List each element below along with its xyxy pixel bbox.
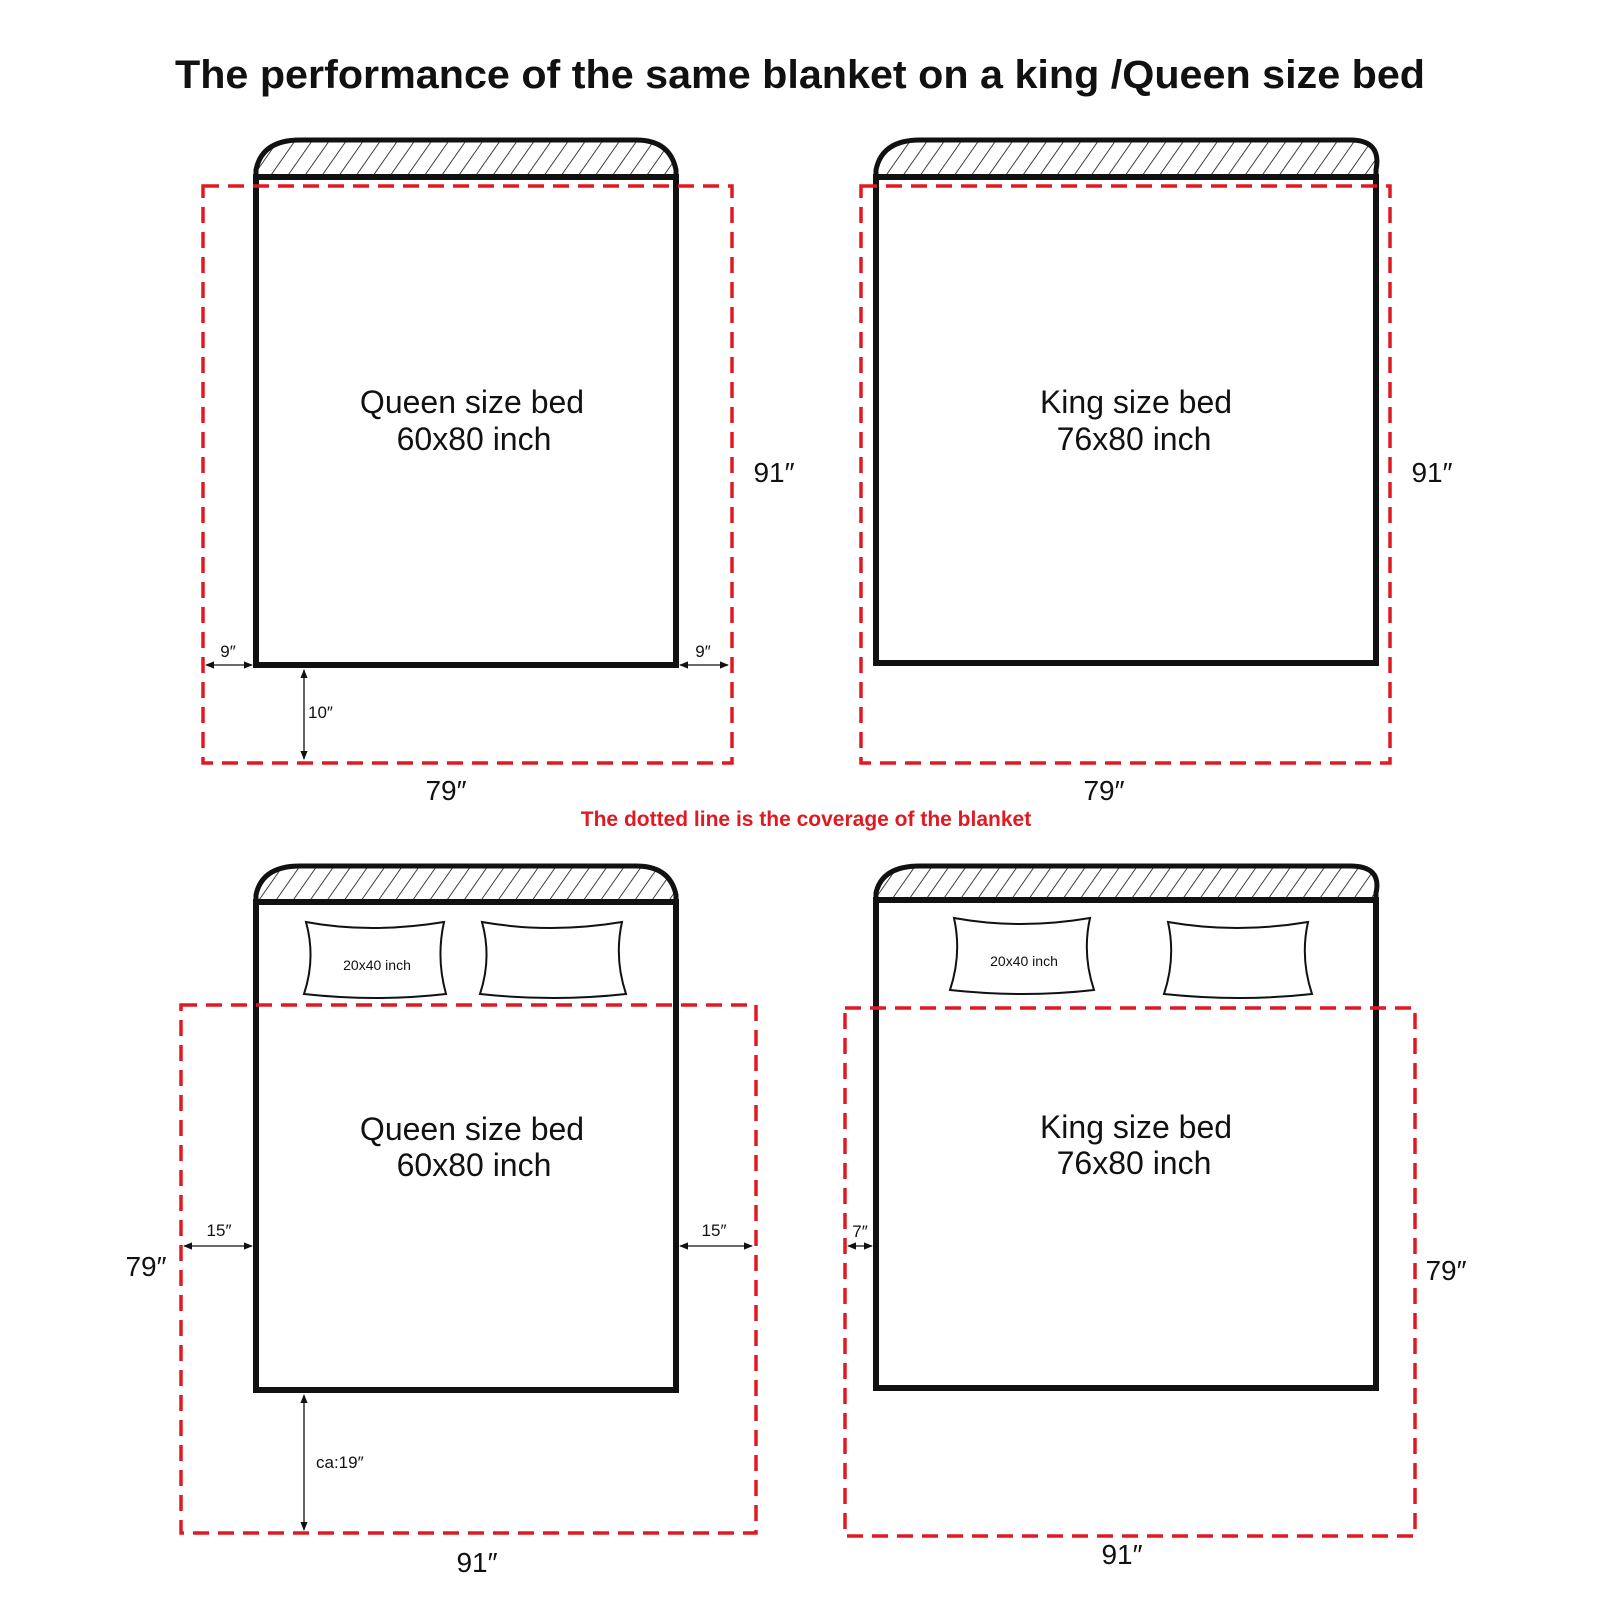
blanket-coverage-outline [861, 186, 1390, 763]
bed-name: Queen size bed [359, 1111, 585, 1147]
blanket-length-label: 79″ [1425, 1255, 1467, 1286]
blanket-width-label: 91″ [1101, 1539, 1143, 1570]
left-overhang-label: 15″ [206, 1221, 232, 1240]
pillow-size-label: 20x40 inch [990, 953, 1058, 969]
headboard [256, 140, 676, 177]
pillow-right [1164, 922, 1312, 998]
panel-king-top [861, 140, 1453, 806]
blanket-width-label: 91″ [456, 1547, 498, 1578]
blanket-coverage-outline [203, 186, 732, 763]
right-overhang-label: 9″ [695, 642, 711, 661]
page-title: The performance of the same blanket on a king /Queen size bed [175, 53, 1425, 97]
panel-king-bottom [845, 866, 1467, 1570]
right-overhang-label: 15″ [701, 1221, 727, 1240]
blanket-length-label: 91″ [1411, 457, 1453, 488]
bed-outline [876, 177, 1376, 663]
blanket-length-label: 91″ [753, 457, 795, 488]
bed-name: King size bed [1039, 1109, 1233, 1145]
panel-queen-bottom [125, 866, 756, 1578]
left-overhang-label: 7″ [852, 1222, 868, 1241]
blanket-width-label: 79″ [1083, 775, 1125, 806]
bed-size: 76x80 inch [1056, 1145, 1212, 1181]
headboard [876, 140, 1377, 177]
bed-name: Queen size bed [359, 384, 585, 420]
pillow-size-label: 20x40 inch [343, 957, 411, 973]
left-overhang-label: 9″ [220, 642, 236, 661]
bed-size: 60x80 inch [396, 1147, 552, 1183]
foot-drop-label: 10″ [308, 703, 333, 722]
bed-name: King size bed [1039, 384, 1233, 420]
pillow-right [480, 922, 626, 998]
headboard [876, 866, 1377, 900]
bed-size: 76x80 inch [1056, 421, 1212, 457]
foot-drop-label: ca:19″ [316, 1453, 364, 1472]
bed-size: 60x80 inch [396, 421, 552, 457]
headboard [256, 866, 676, 902]
blanket-coverage-outline [845, 1008, 1415, 1536]
panel-queen-top [203, 140, 795, 806]
blanket-width-label: 79″ [425, 775, 467, 806]
blanket-coverage-outline [181, 1005, 756, 1533]
coverage-note: The dotted line is the coverage of the blanket [580, 808, 1032, 831]
blanket-length-label: 79″ [125, 1251, 167, 1282]
